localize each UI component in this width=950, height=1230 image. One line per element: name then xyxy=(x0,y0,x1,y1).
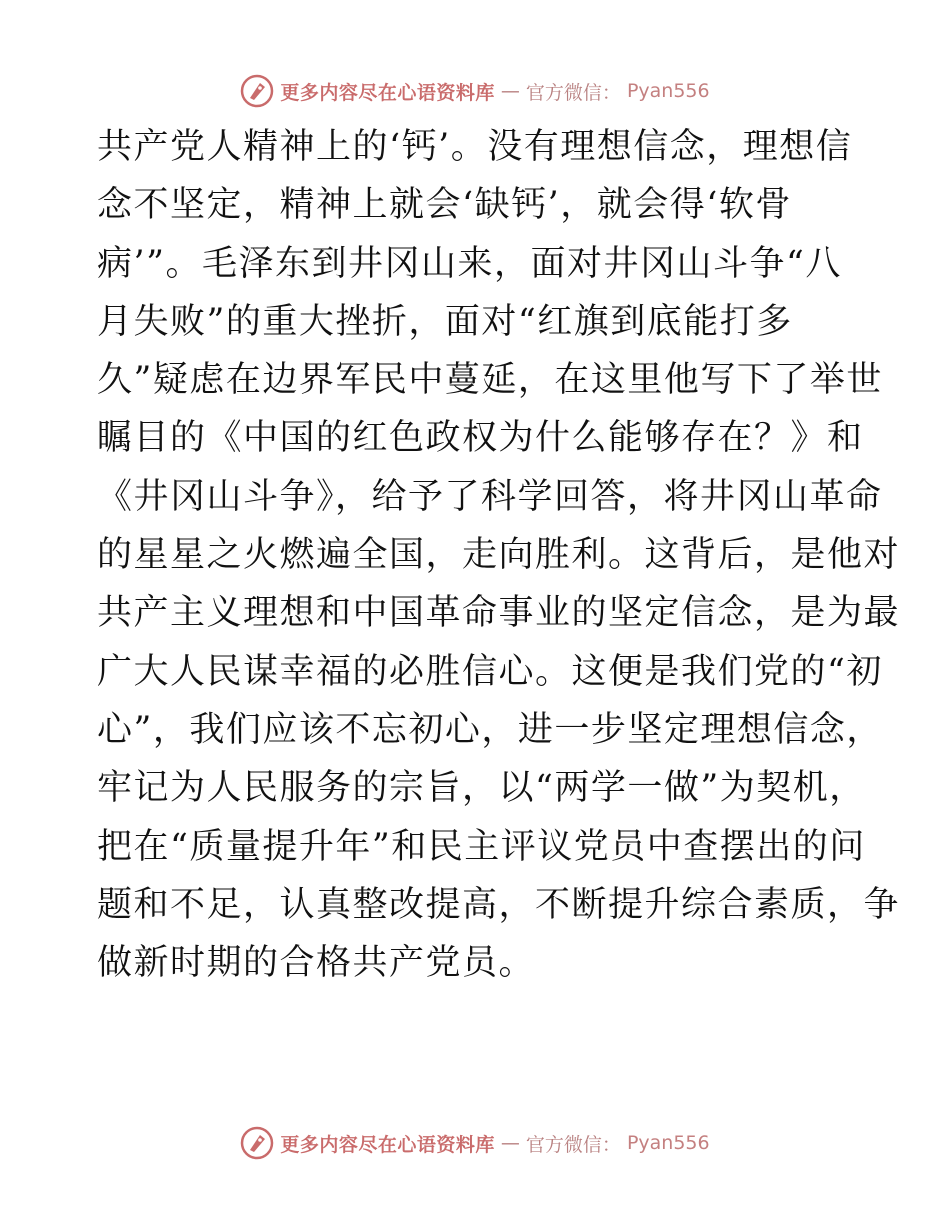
document-body xyxy=(97,118,901,992)
text-line: 共产主义理想和中国革命事业的坚定信念，是为最 xyxy=(97,593,901,634)
text-line: 瞩目的《中国的红色政权为什么能够存在？》和 xyxy=(97,418,864,459)
watermark-dash: — xyxy=(500,80,520,102)
text-line: 广大人民谋幸福的必胜信心。这便是我们党的“初 xyxy=(97,651,883,692)
pen-nib-logo-icon xyxy=(240,1126,274,1160)
text-line: 念不坚定，精神上就会‘缺钙’，就会得‘软骨 xyxy=(97,185,792,226)
watermark-dash: — xyxy=(500,1132,520,1154)
text-line: 心”，我们应该不忘初心，进一步坚定理想信念， xyxy=(97,709,883,750)
text-line: 的星星之火燃遍全国，走向胜利。这背后，是他对 xyxy=(97,535,901,576)
text-line: 久”疑虑在边界军民中蔓延，在这里他写下了举世 xyxy=(97,360,883,401)
text-line: 月失败”的重大挫折，面对“红旗到底能打多 xyxy=(97,301,793,342)
pen-nib-logo-icon xyxy=(240,74,274,108)
text-line: 题和不足，认真整改提高，不断提升综合素质，争 xyxy=(97,884,901,925)
watermark-brand: 更多内容尽在心语资料库 xyxy=(280,81,495,104)
watermark-id: Pyan556 xyxy=(626,80,710,102)
text-line: 《井冈山斗争》，给予了科学回答，将井冈山革命 xyxy=(97,476,883,517)
text-line: 把在“质量提升年”和民主评议党员中查摆出的问 xyxy=(97,826,866,867)
watermark-brand: 更多内容尽在心语资料库 xyxy=(280,1133,495,1156)
header-watermark xyxy=(0,74,950,108)
text-line: 牢记为人民服务的宗旨，以“两学一做”为契机， xyxy=(97,768,866,809)
footer-watermark xyxy=(0,1126,950,1160)
text-line: 共产党人精神上的‘钙’。没有理想信念，理想信 xyxy=(97,127,853,167)
watermark-id: Pyan556 xyxy=(626,1132,710,1154)
watermark-label: 官方微信： xyxy=(525,81,621,104)
watermark-label: 官方微信： xyxy=(525,1133,621,1156)
text-line: 病’”。毛泽东到井冈山来，面对井冈山斗争“八 xyxy=(97,243,842,284)
text-line: 做新时期的合格共产党员。 xyxy=(97,943,536,984)
